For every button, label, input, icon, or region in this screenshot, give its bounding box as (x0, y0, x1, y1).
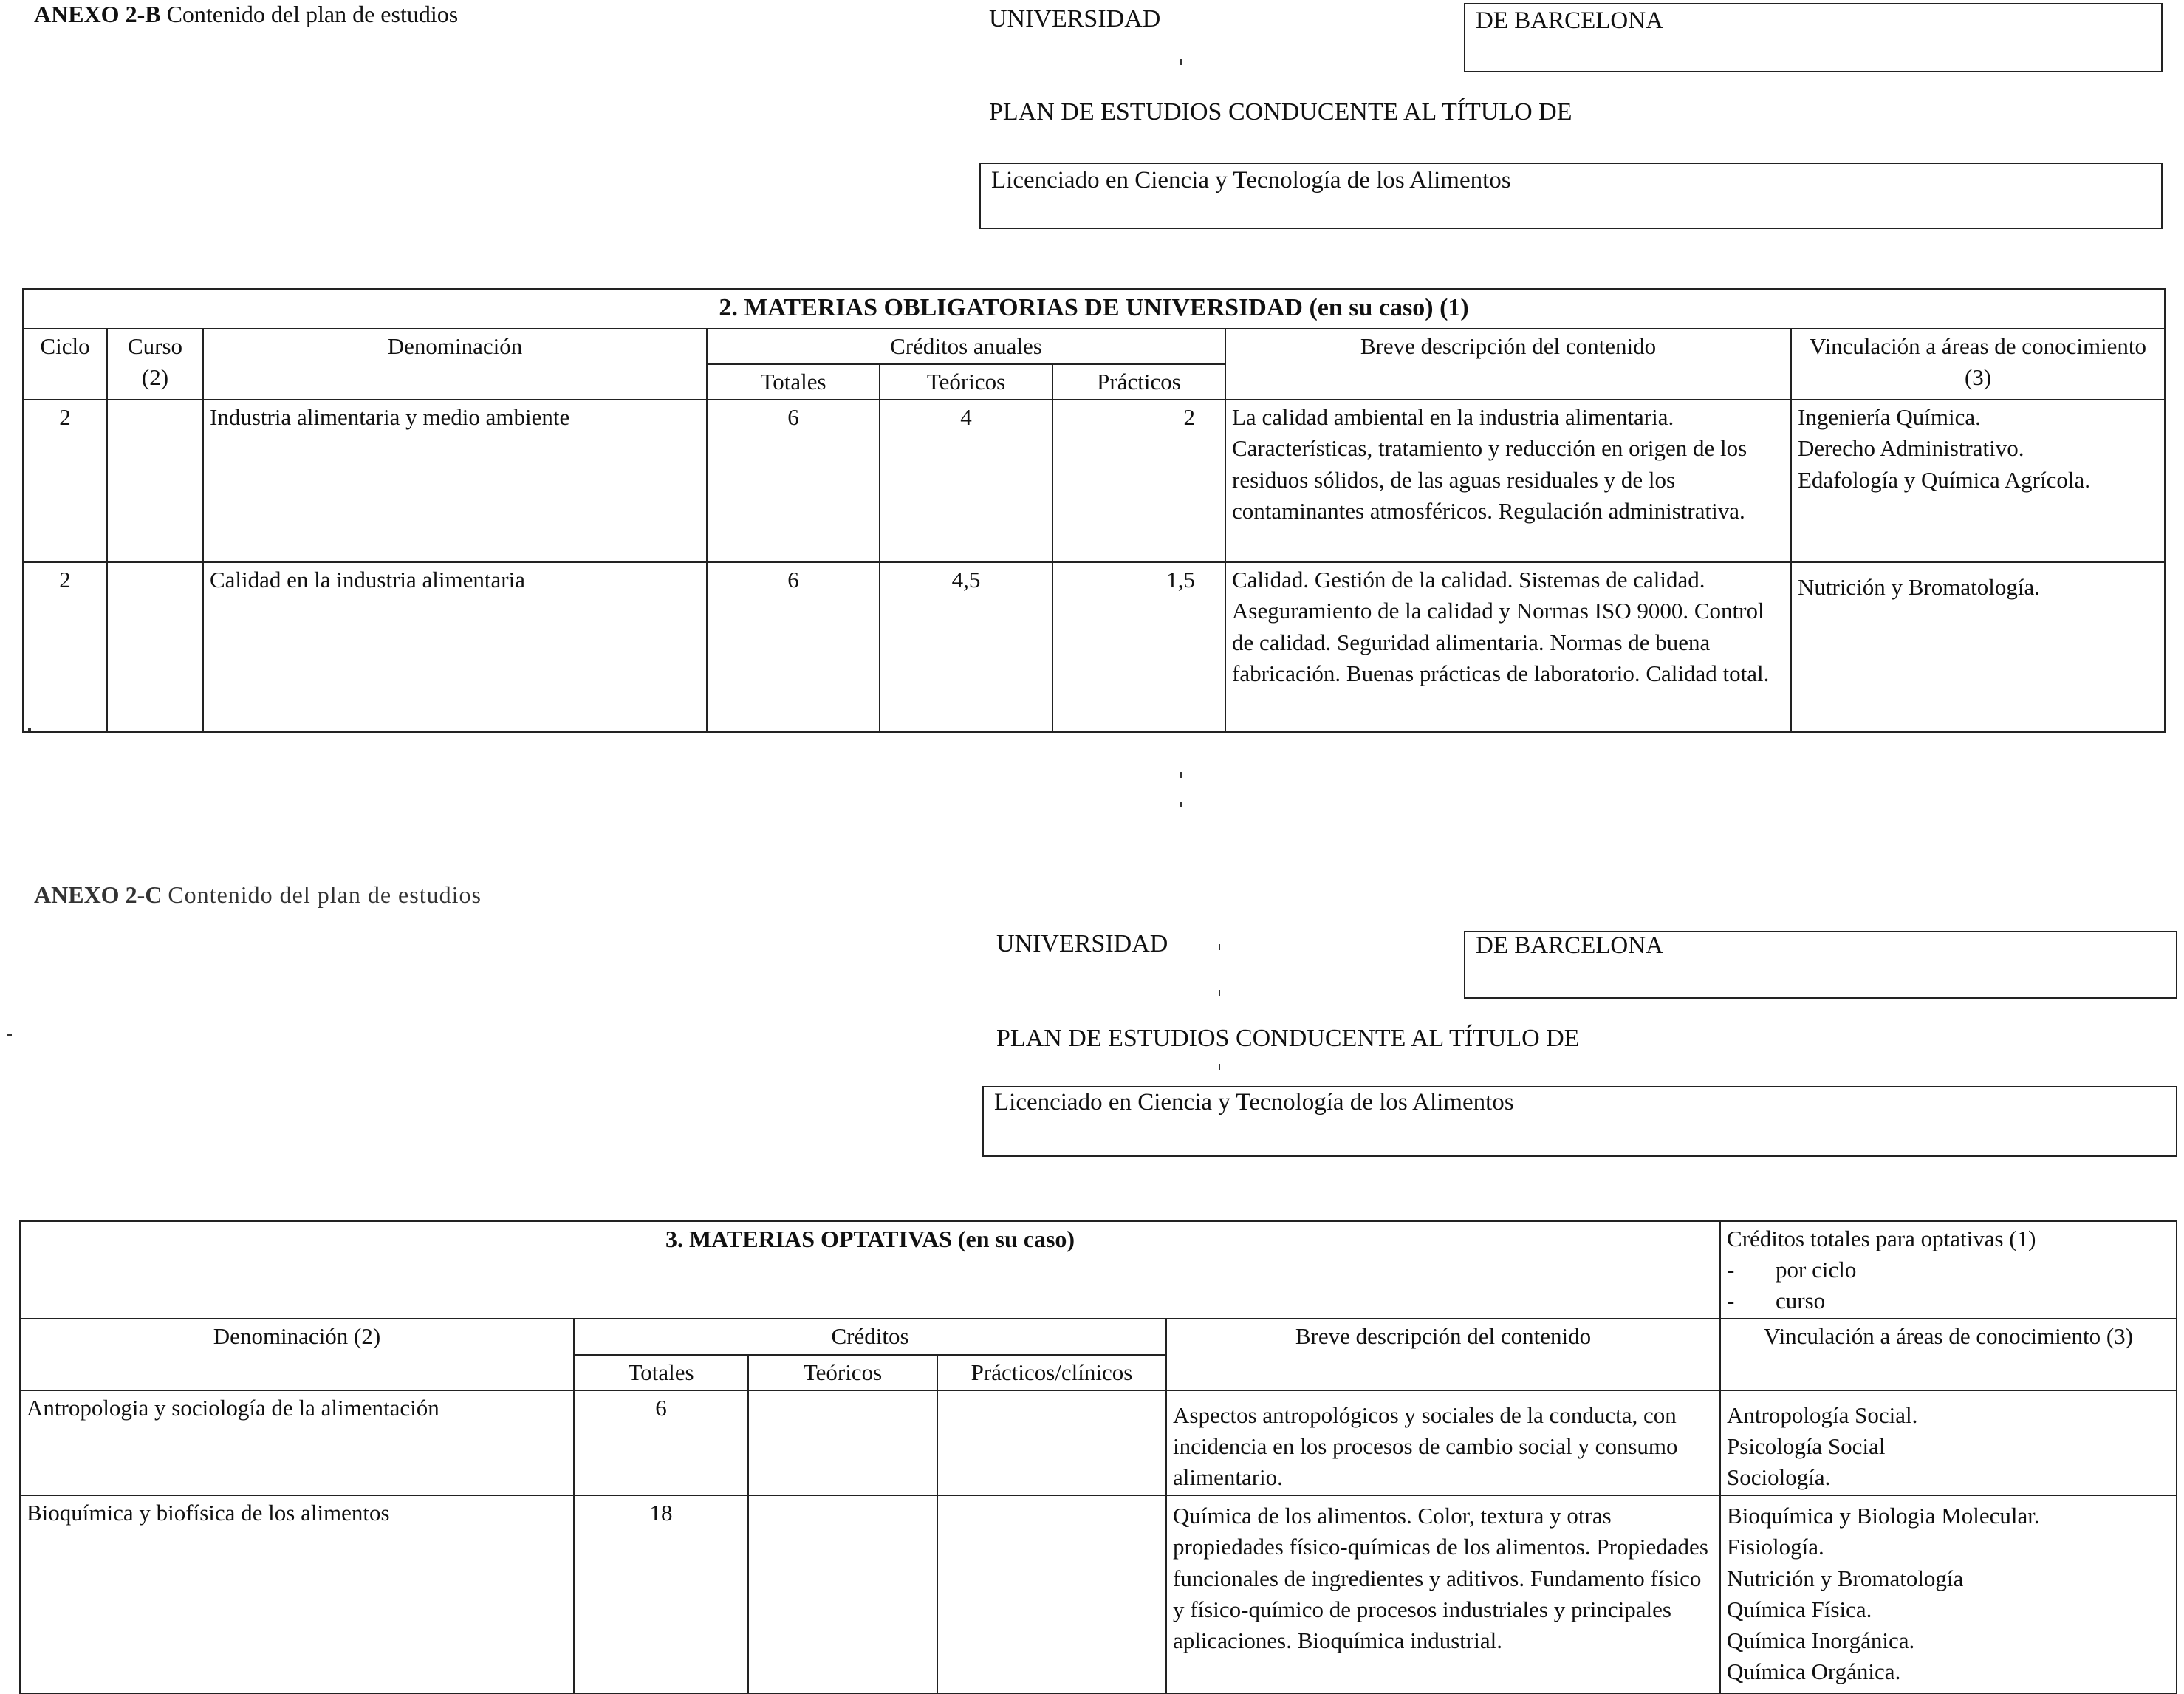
annex-2c-heading (34, 881, 482, 909)
col-header-totales: Totales (574, 1355, 748, 1390)
cell-practicos (937, 1495, 1166, 1693)
col-header-curso: Curso (2) (107, 329, 203, 400)
credits-total-title: Créditos totales para optativas (1) (1727, 1226, 2036, 1251)
area-item: Nutrición y Bromatología. (1798, 574, 2041, 601)
scan-speck (1180, 59, 1182, 65)
cell-practicos: 1,5 (1052, 562, 1225, 732)
degree-name: Licenciado en Ciencia y Tecnología de los Alimentos (994, 1089, 1514, 1116)
plan-label: PLAN DE ESTUDIOS CONDUCENTE AL TÍTULO DE (996, 1025, 1580, 1052)
credits-total-list (1727, 1254, 2170, 1316)
area-item: Fisiología. (1727, 1534, 1824, 1560)
area-item: Química Física. (1727, 1596, 1872, 1622)
cell-curso (107, 562, 203, 732)
col-header-vinculacion: Vinculación a áreas de conocimiento (3) (1720, 1319, 2177, 1390)
cell-ciclo: 2 (23, 400, 107, 562)
materias-obligatorias-table (22, 288, 2166, 733)
plan-label: PLAN DE ESTUDIOS CONDUCENTE AL TÍTULO DE (989, 98, 1572, 126)
col-header-creditos: Créditos (574, 1319, 1166, 1354)
degree-box (979, 163, 2163, 229)
col-header-descripcion: Breve descripción del contenido (1166, 1319, 1720, 1390)
cell-denominacion: Calidad en la industria alimentaria (203, 562, 707, 732)
cell-ciclo: 2 (23, 562, 107, 732)
col-header-creditos: Créditos anuales (707, 329, 1225, 364)
area-item: Sociología. (1727, 1464, 1831, 1491)
scan-speck (1219, 1064, 1220, 1070)
cell-areas (1791, 400, 2165, 562)
col-header-teoricos: Teóricos (748, 1355, 937, 1390)
university-name-box (1464, 931, 2177, 999)
table-title (20, 1221, 1720, 1319)
col-header-denominacion: Denominación (2) (20, 1319, 574, 1390)
cell-totales: 6 (707, 562, 880, 732)
cell-denominacion: Antropologia y sociología de la alimentación (20, 1390, 574, 1495)
cell-denominacion: Bioquímica y biofísica de los alimentos (20, 1495, 574, 1693)
area-item: Psicología Social (1727, 1432, 1886, 1459)
cell-teoricos: 4,5 (880, 562, 1052, 732)
table-row (20, 1495, 2177, 1693)
cell-teoricos: 4 (880, 400, 1052, 562)
col-header-practicos: Prácticos (1052, 364, 1225, 400)
scan-speck (1219, 944, 1220, 950)
annex-title: Contenido del plan de estudios (168, 881, 482, 908)
table-row (23, 562, 2165, 732)
cell-descripcion: Aspectos antropológicos y sociales de la conducta, con incidencia en los procesos de cambio social y consumo alimentario. (1166, 1390, 1720, 1495)
area-item: Antropología Social. (1727, 1401, 1918, 1428)
col-header-vinculacion: Vinculación a áreas de conocimiento (3) (1791, 329, 2165, 400)
degree-name: Licenciado en Ciencia y Tecnología de los Alimentos (991, 167, 1511, 194)
area-item: Bioquímica y Biologia Molecular. (1727, 1503, 2040, 1529)
university-name-box (1464, 3, 2163, 72)
university-label: UNIVERSIDAD (989, 5, 1161, 33)
col-header-denominacion: Denominación (203, 329, 707, 400)
cell-teoricos (748, 1495, 937, 1693)
cell-descripcion: Calidad. Gestión de la calidad. Sistemas de calidad. Aseguramiento de la calidad y Normas ISO 9000. Control de calidad. Seguridad alimentaria. Normas de buena fabricación. Buenas prácticas de laboratorio. Calidad total. (1225, 562, 1791, 732)
area-item: Química Orgánica. (1727, 1659, 1901, 1685)
annex-code: ANEXO 2-B (34, 1, 161, 27)
cell-teoricos (748, 1390, 937, 1495)
cell-totales: 6 (574, 1390, 748, 1495)
cell-descripcion: La calidad ambiental en la industria alimentaria. Características, tratamiento y reducción en origen de los residuos sólidos, de las aguas residuales y de los contaminantes atmosféricos. Regulación administrativa. (1225, 400, 1791, 562)
col-header-totales: Totales (707, 364, 880, 400)
area-item: Química Inorgánica. (1727, 1627, 1915, 1653)
cell-areas (1720, 1495, 2177, 1693)
area-item: Nutrición y Bromatología (1727, 1565, 1964, 1591)
cell-curso (107, 400, 203, 562)
scan-speck (1180, 772, 1182, 778)
col-header-descripcion: Breve descripción del contenido (1225, 329, 1791, 400)
university-name: DE BARCELONA (1476, 7, 1663, 34)
area-item: Edafología y Química Agrícola. (1798, 466, 2090, 493)
scan-speck (1219, 990, 1220, 996)
table-row (20, 1390, 2177, 1495)
cell-descripcion: Química de los alimentos. Color, textura y otras propiedades físico-químicas de los alimentos. Propiedades funcionales de ingredientes y aditivos. Fundamento físico y físico-químico de procesos industriales y principales aplicaciones. Bioquímica industrial. (1166, 1495, 1720, 1693)
col-header-practicos: Prácticos/clínicos (937, 1355, 1166, 1390)
university-name: DE BARCELONA (1476, 932, 1663, 959)
scan-speck (1180, 802, 1182, 807)
cell-areas (1720, 1390, 2177, 1495)
credits-total-box (1720, 1221, 2177, 1319)
area-item: Ingeniería Química. (1798, 404, 1981, 431)
list-item: - curso (1727, 1285, 2170, 1316)
cell-practicos: 2 (1052, 400, 1225, 562)
scan-speck (7, 1034, 12, 1036)
col-header-teoricos: Teóricos (880, 364, 1052, 400)
university-label: UNIVERSIDAD (996, 930, 1168, 957)
list-item: - por ciclo (1727, 1254, 2170, 1285)
col-header-ciclo: Ciclo (23, 329, 107, 400)
annex-code: ANEXO 2-C (34, 881, 162, 908)
annex-title: Contenido del plan de estudios (166, 1, 459, 27)
table-title-text: 3. MATERIAS OPTATIVAS (en su caso) (665, 1226, 1075, 1252)
scan-speck (28, 728, 31, 731)
cell-totales: 18 (574, 1495, 748, 1693)
materias-optativas-table (19, 1220, 2177, 1694)
cell-areas (1791, 562, 2165, 732)
cell-totales: 6 (707, 400, 880, 562)
cell-denominacion: Industria alimentaria y medio ambiente (203, 400, 707, 562)
table-row (23, 400, 2165, 562)
degree-box (982, 1086, 2177, 1157)
annex-2b-heading (34, 0, 458, 28)
cell-practicos (937, 1390, 1166, 1495)
table-title: 2. MATERIAS OBLIGATORIAS DE UNIVERSIDAD (en su caso) (1) (23, 289, 2165, 329)
area-item: Derecho Administrativo. (1798, 435, 2024, 462)
